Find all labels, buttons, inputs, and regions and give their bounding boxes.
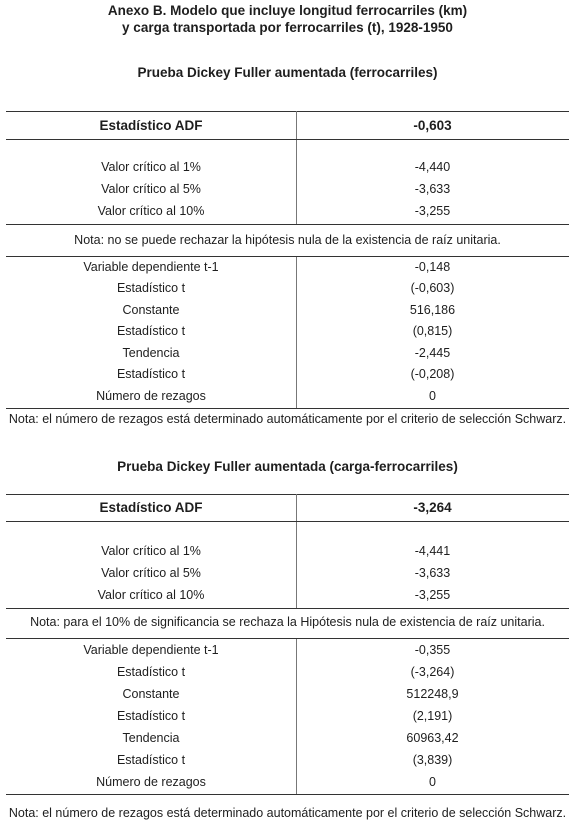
row-value: 516,186 <box>409 303 456 317</box>
row-label: Tendencia <box>122 731 180 745</box>
table-rule <box>6 111 569 112</box>
row-value: -0,148 <box>414 260 451 274</box>
row-value: -4,440 <box>414 160 451 174</box>
row-label: Constante <box>122 303 180 317</box>
row-label: Estadístico ADF <box>99 500 203 515</box>
adf-statistic-row <box>6 115 569 136</box>
table-row <box>6 257 569 278</box>
table-row <box>6 386 569 407</box>
row-label: Estadístico t <box>116 753 186 767</box>
row-value: -4,441 <box>414 544 451 558</box>
table-rule <box>6 224 569 225</box>
hypothesis-note: Nota: para el 10% de significancia se rechaza la Hipótesis nula de existencia de raíz unitaria. <box>30 615 545 629</box>
hypothesis-note: Nota: no se puede rechazar la hipótesis nula de la existencia de raíz unitaria. <box>74 233 501 247</box>
table-rule <box>6 794 569 795</box>
table-row <box>6 706 569 727</box>
row-value: 60963,42 <box>406 731 459 745</box>
lag-selection-footnote: Nota: el número de rezagos está determinado automáticamente por el criterio de selección Schwarz. <box>8 412 567 426</box>
row-value: -3,255 <box>414 588 451 602</box>
row-value: (3,839) <box>412 753 453 767</box>
table-row <box>6 179 569 200</box>
table-row <box>6 750 569 771</box>
row-value: 0 <box>429 775 436 789</box>
table-rule <box>6 408 569 409</box>
table-row <box>6 772 569 793</box>
row-value: (0,815) <box>412 324 453 338</box>
table-row <box>6 321 569 342</box>
row-label: Estadístico ADF <box>99 118 203 133</box>
row-value: -3,264 <box>413 500 452 515</box>
table-row <box>6 201 569 222</box>
row-label: Estadístico t <box>116 324 186 338</box>
adf-table-carga-ferrocarriles <box>6 494 569 794</box>
row-label: Número de rezagos <box>96 389 206 403</box>
table-row <box>6 585 569 606</box>
row-value: 0 <box>429 389 436 403</box>
row-label: Variable dependiente t-1 <box>83 260 219 274</box>
row-label: Valor crítico al 5% <box>101 566 201 580</box>
row-label: Tendencia <box>122 346 180 360</box>
row-value: -3,255 <box>414 204 451 218</box>
table-row <box>6 278 569 299</box>
row-value: (-0,208) <box>410 367 455 381</box>
row-value: -3,633 <box>414 182 451 196</box>
table-rule <box>6 521 569 522</box>
row-value: (2,191) <box>412 709 453 723</box>
row-label: Valor crítico al 10% <box>97 204 205 218</box>
table-row <box>6 684 569 705</box>
row-value: -0,603 <box>413 118 452 133</box>
table-row <box>6 640 569 661</box>
row-value: -0,355 <box>414 643 451 657</box>
row-label: Estadístico t <box>116 665 186 679</box>
table-rule <box>6 638 569 639</box>
table-rule <box>6 139 569 140</box>
annex-title <box>0 2 575 36</box>
row-value: (-0,603) <box>410 281 455 295</box>
row-value: (-3,264) <box>410 665 455 679</box>
annex-title-line-2: y carga transportada por ferrocarriles (t), 1928-1950 <box>122 20 453 35</box>
section-title-ferrocarriles: Prueba Dickey Fuller aumentada (ferrocarriles) <box>137 65 438 80</box>
adf-table-ferrocarriles <box>6 111 569 408</box>
adf-statistic-row <box>6 497 569 518</box>
row-value: -2,445 <box>414 346 451 360</box>
row-label: Estadístico t <box>116 367 186 381</box>
table-row <box>6 541 569 562</box>
table-row <box>6 728 569 749</box>
table-row <box>6 300 569 321</box>
row-value: -3,633 <box>414 566 451 580</box>
row-value: 512248,9 <box>406 687 459 701</box>
lag-selection-footnote: Nota: el número de rezagos está determinado automáticamente por el criterio de selección Schwarz. <box>8 806 567 820</box>
row-label: Variable dependiente t-1 <box>83 643 219 657</box>
table-row <box>6 343 569 364</box>
row-label: Valor crítico al 1% <box>101 544 201 558</box>
row-label: Constante <box>122 687 180 701</box>
row-label: Valor crítico al 5% <box>101 182 201 196</box>
table-row <box>6 662 569 683</box>
row-label: Número de rezagos <box>96 775 206 789</box>
table-rule <box>6 608 569 609</box>
row-label: Valor crítico al 1% <box>101 160 201 174</box>
annex-title-line-1: Anexo B. Modelo que incluye longitud ferrocarriles (km) <box>107 3 468 18</box>
table-rule <box>6 494 569 495</box>
row-label: Valor crítico al 10% <box>97 588 205 602</box>
section-title-carga-ferrocarriles: Prueba Dickey Fuller aumentada (carga-ferrocarriles) <box>117 459 458 474</box>
row-label: Estadístico t <box>116 709 186 723</box>
row-label: Estadístico t <box>116 281 186 295</box>
table-row <box>6 563 569 584</box>
table-row <box>6 157 569 178</box>
table-row <box>6 364 569 385</box>
